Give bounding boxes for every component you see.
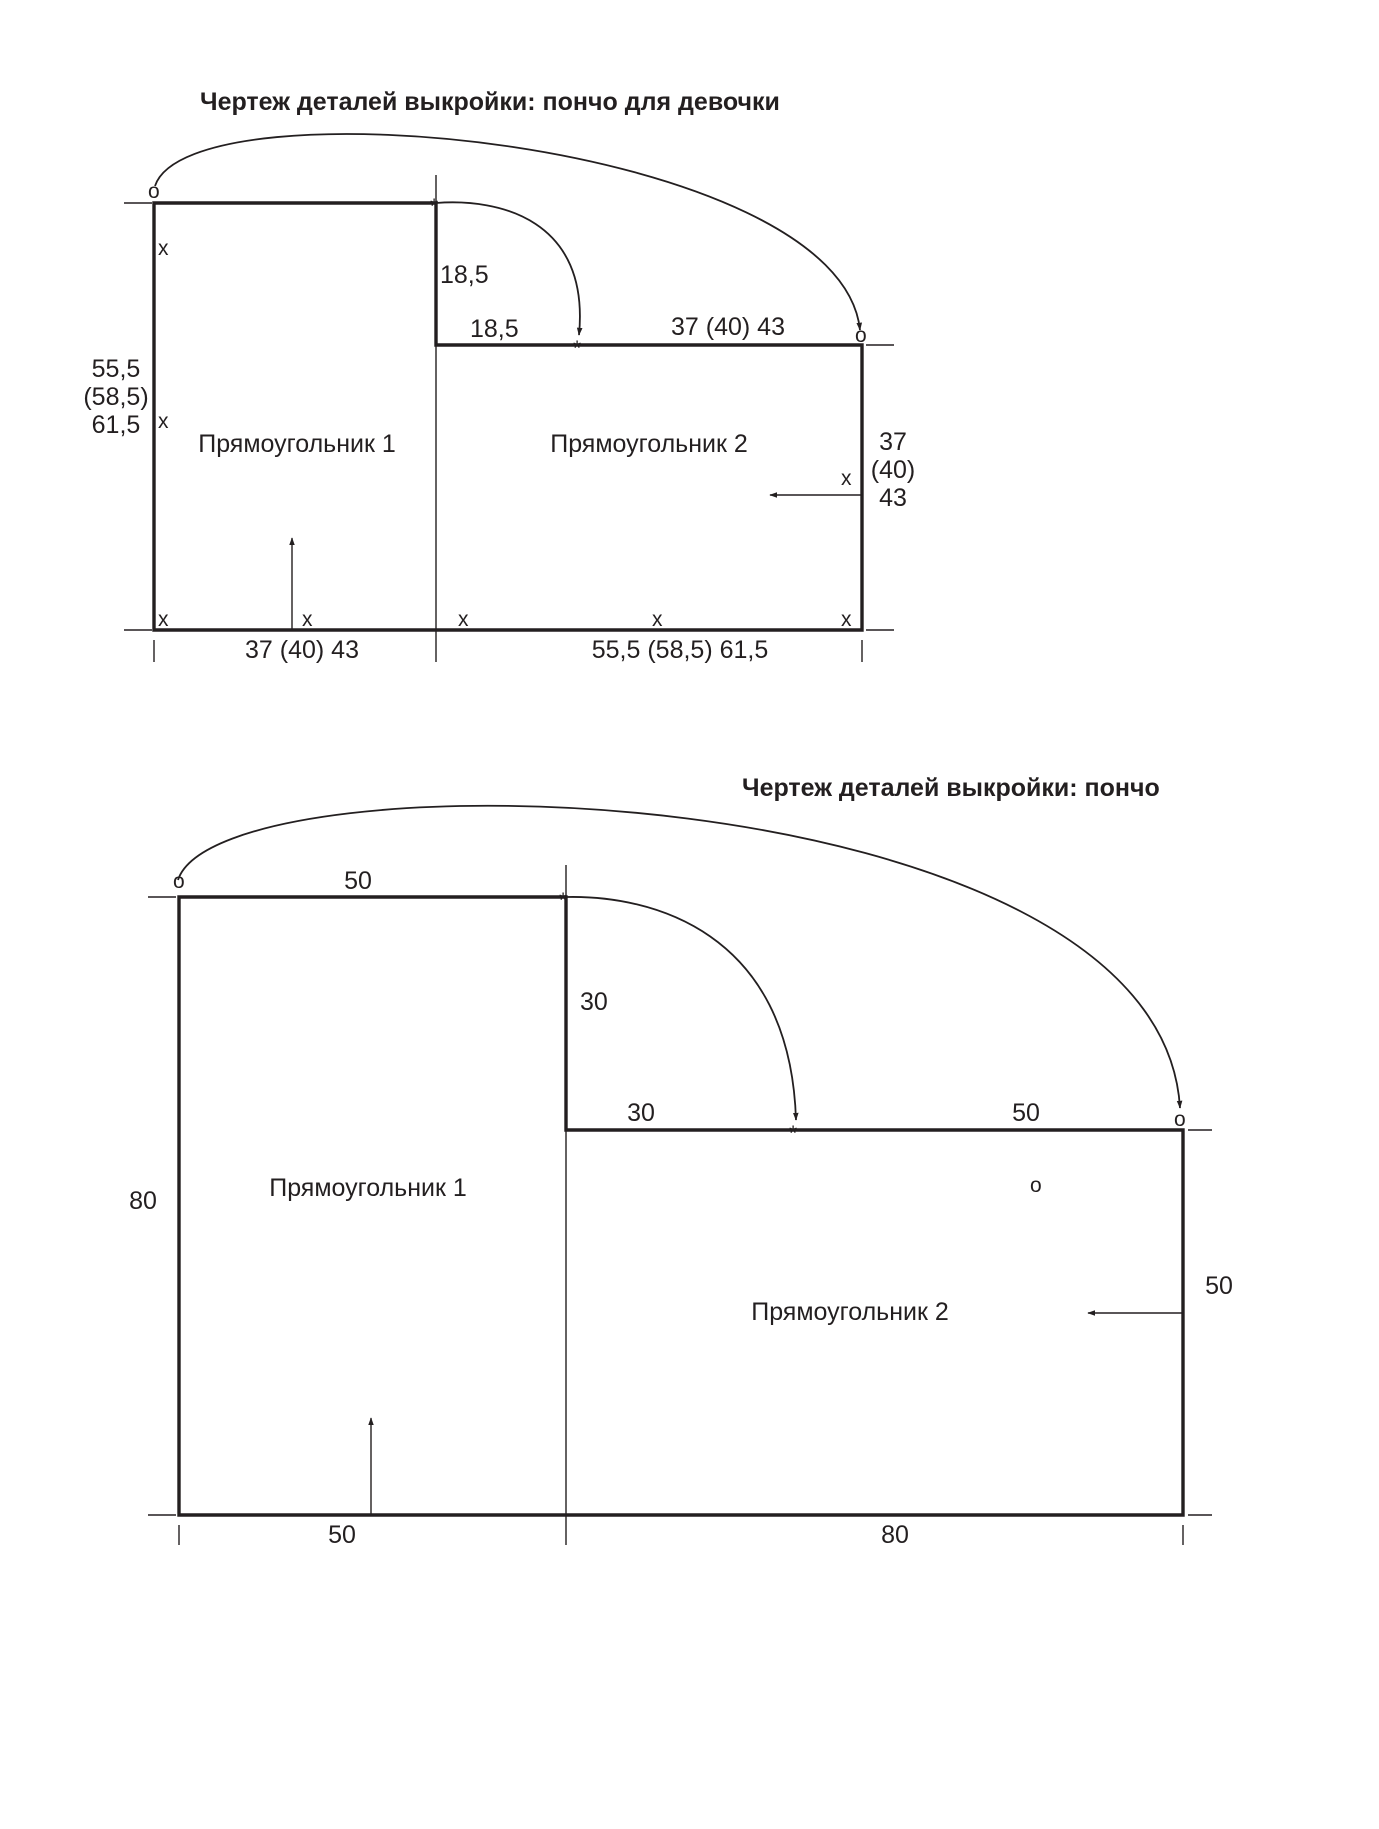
diagram1-circle-marker-left: o [148,180,160,203]
diagram1-star-marker: * [430,195,439,218]
diagram2-top-left: 50 [344,867,372,895]
diagram2-circle-marker-inner: o [1030,1174,1042,1197]
diagram2-left-height: 80 [129,1187,157,1215]
svg-text:x: x [652,608,663,631]
diagram2-rect2-label: Прямоугольник 2 [751,1298,949,1326]
diagram1-right-height-2: (40) [870,456,916,484]
diagram2-circle-marker-right: o [1174,1108,1186,1131]
diagram-poncho [129,774,1233,1549]
diagram2-bottom-left: 50 [328,1521,356,1549]
diagram2-rect1-label: Прямоугольник 1 [269,1174,467,1202]
svg-text:x: x [458,608,469,631]
diagram1-arc-large [155,134,860,330]
diagram1-title: Чертеж деталей выкройки: пончо для девочки [200,88,780,116]
diagram-poncho-girl [83,88,915,664]
diagram1-cut-width: 18,5 [470,315,519,343]
diagram1-top-right: 37 (40) 43 [671,313,785,341]
diagram2-right-height: 50 [1205,1272,1233,1300]
diagram1-rect1-label: Прямоугольник 1 [198,430,396,458]
diagram2-arc-large [178,806,1180,1108]
diagram1-star-marker-2: * [573,337,582,360]
diagram2-top-right: 50 [1012,1099,1040,1127]
diagram2-title: Чертеж деталей выкройки: пончо [742,774,1160,802]
svg-text:x: x [158,237,169,260]
svg-text:x: x [841,608,852,631]
diagram2-outline [179,897,1183,1515]
svg-text:x: x [841,467,852,490]
diagram1-left-height-3: 61,5 [91,411,141,439]
diagram1-right-height-1: 37 [879,428,907,456]
diagram1-bottom-left: 37 (40) 43 [245,636,359,664]
diagram1-bottom-right: 55,5 (58,5) 61,5 [591,636,769,664]
svg-text:x: x [302,608,313,631]
diagram2-bottom-right: 80 [881,1521,909,1549]
diagram1-left-height-1: 55,5 [91,355,141,383]
diagram1-right-height-3: 43 [879,484,907,512]
diagram2-cut-width: 30 [627,1099,655,1127]
diagram2-extension-lines [148,897,1212,1545]
svg-text:x: x [158,410,169,433]
diagram2-star-marker: * [559,889,568,912]
diagram2-cut-height: 30 [580,988,608,1016]
diagram1-outline [154,203,862,630]
diagram1-circle-marker-right: o [855,324,867,347]
diagram2-circle-marker-left: o [173,870,185,893]
svg-text:x: x [158,608,169,631]
diagram1-cut-height: 18,5 [440,261,489,289]
diagram2-star-marker-2: * [789,1122,798,1145]
diagram1-left-height-2: (58,5) [83,383,149,411]
diagram1-rect2-label: Прямоугольник 2 [550,430,748,458]
